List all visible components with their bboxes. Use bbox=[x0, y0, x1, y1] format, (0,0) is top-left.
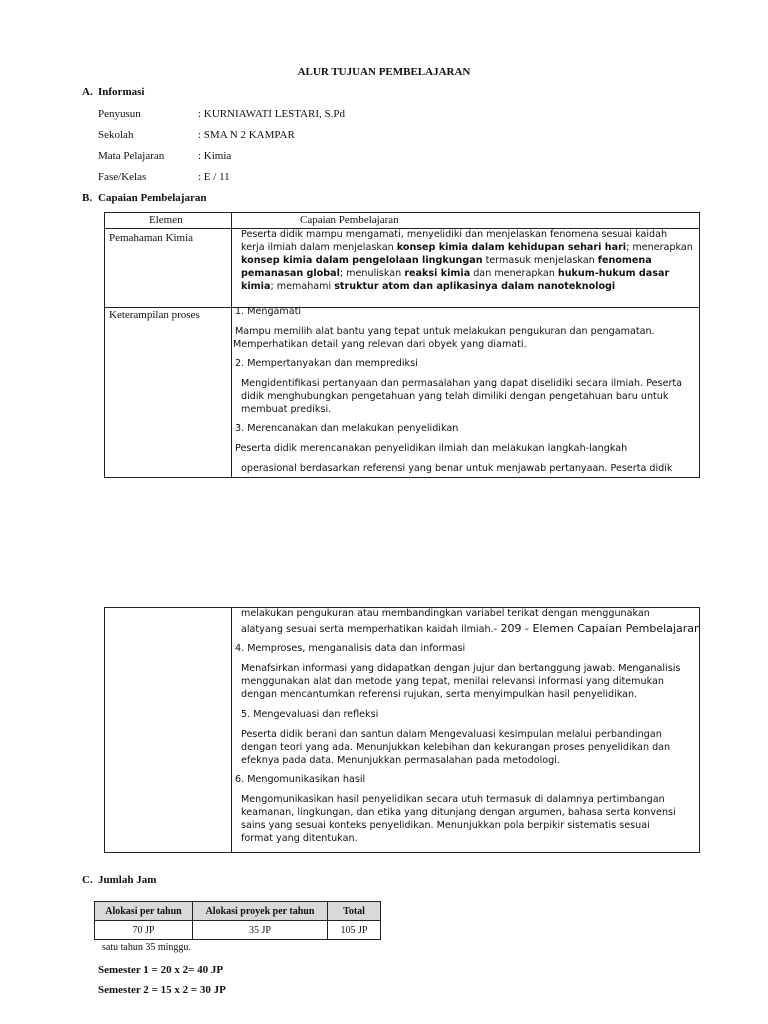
jumlah-jam-table bbox=[94, 901, 381, 940]
elemen-pemahaman-kimia: Pemahaman Kimia bbox=[109, 232, 194, 244]
capaian-pemahaman-line: kerja ilmiah dalam menjelaskan konsep kimia dalam kehidupan sehari hari; menerapkan bbox=[241, 242, 693, 253]
row-divider bbox=[105, 307, 699, 308]
item-line: Peserta didik berani dan santun dalam Mengevaluasi kesimpulan melalui perbandingan bbox=[241, 729, 662, 740]
section-b-letter: B. bbox=[82, 192, 93, 204]
item-title: 4. Memproses, menganalisis data dan informasi bbox=[235, 643, 466, 654]
column-divider bbox=[231, 213, 232, 477]
item-line: membuat prediksi. bbox=[241, 404, 332, 415]
note-text: satu tahun 35 minggu. bbox=[102, 942, 191, 953]
semester-2: Semester 2 = 15 x 2 = 30 JP bbox=[98, 984, 226, 996]
item-line: Menafsirkan informasi yang didapatkan dengan jujur dan bertanggung jawab. Menganalisis bbox=[241, 663, 681, 674]
capaian-pemahaman-line: Peserta didik mampu mengamati, menyelidiki dan menjelaskan fenomena sesuai kaidah bbox=[241, 229, 668, 240]
section-a-letter: A. bbox=[82, 86, 93, 98]
header-capaian: Capaian Pembelajaran bbox=[300, 214, 399, 226]
capaian-pemahaman-line: pemanasan global; menuliskan reaksi kimia dan menerapkan hukum-hukum dasar bbox=[241, 268, 670, 279]
header-alokasi-proyek: Alokasi proyek per tahun bbox=[193, 902, 328, 921]
item-line: didik menghubungkan pengetahuan yang telah dimiliki dengan pengetahuan baru untuk bbox=[241, 391, 669, 402]
cp-table-continued bbox=[104, 607, 700, 853]
item-line: keamanan, lingkungan, dan etika yang ditunjang dengan argumen, bahasa serta konvensi bbox=[241, 807, 676, 818]
info-value: : Kimia bbox=[198, 150, 232, 162]
capaian-pemahaman-line: kimia; memahami struktur atom dan aplikasinya dalam nanoteknologi bbox=[241, 281, 616, 292]
info-value: : E / 11 bbox=[198, 171, 230, 183]
header-total: Total bbox=[328, 902, 381, 921]
item-line: dengan mencantumkan referensi rujukan, serta menyimpulkan hasil penyelidikan. bbox=[241, 689, 638, 700]
page-reference: 209 - Elemen Capaian Pembelajaran bbox=[497, 622, 701, 635]
item-line: alatyang sesuai serta memperhatikan kaidah ilmiah.- 209 - Elemen Capaian Pembelajaran bbox=[241, 622, 701, 635]
section-a-heading bbox=[82, 86, 144, 98]
item-title: 1. Mengamati bbox=[235, 306, 302, 317]
item-title: 6. Mengomunikasikan hasil bbox=[235, 774, 366, 785]
info-value: : KURNIAWATI LESTARI, S.Pd bbox=[198, 108, 346, 120]
item-line: sains yang sesuai konteks penyelidikan. Menunjukkan pola berpikir sistematis sesuai bbox=[241, 820, 650, 831]
semester-1: Semester 1 = 20 x 2= 40 JP bbox=[98, 964, 224, 976]
info-label: Sekolah bbox=[98, 129, 134, 141]
section-c-letter: C. bbox=[82, 874, 93, 886]
section-a-title: Informasi bbox=[98, 86, 145, 98]
item-line: dengan teori yang ada. Menunjukkan kelebihan dan kekurangan proses penyelidikan dan bbox=[241, 742, 671, 753]
item-line: melakukan pengukuran atau membandingkan variabel terikat dengan menggunakan bbox=[241, 608, 650, 619]
header-elemen: Elemen bbox=[149, 214, 183, 226]
info-value: : SMA N 2 KAMPAR bbox=[198, 129, 295, 141]
item-title: 3. Merencanakan dan melakukan penyelidikan bbox=[235, 423, 459, 434]
capaian-pemahaman-line: konsep kimia dalam pengelolaan lingkungan termasuk menjelaskan fenomena bbox=[241, 255, 652, 266]
item-line: Memperhatikan detail yang relevan dari obyek yang diamati. bbox=[233, 339, 527, 350]
item-line: format yang ditentukan. bbox=[241, 833, 358, 844]
column-divider bbox=[231, 608, 232, 852]
item-title: 5. Mengevaluasi dan refleksi bbox=[241, 709, 379, 720]
item-line: menggunakan alat dan metode yang tepat, menilai relevansi informasi yang ditemukan bbox=[241, 676, 664, 687]
section-b-heading bbox=[82, 192, 206, 204]
item-line: Mengomunikasikan hasil penyelidikan secara utuh termasuk di dalamnya pertimbangan bbox=[241, 794, 665, 805]
info-label: Penyusun bbox=[98, 108, 141, 120]
info-label: Mata Pelajaran bbox=[98, 150, 165, 162]
section-c-title: Jumlah Jam bbox=[98, 874, 157, 886]
cell-total: 105 JP bbox=[328, 921, 381, 940]
document-title: ALUR TUJUAN PEMBELAJARAN bbox=[297, 66, 471, 78]
table-header-row bbox=[95, 902, 381, 921]
item-title: 2. Mempertanyakan dan memprediksi bbox=[235, 358, 418, 369]
item-line: Mengidentifikasi pertanyaan dan permasalahan yang dapat diselidiki secara ilmiah. Peserta bbox=[241, 378, 683, 389]
item-line: efeknya pada data. Menunjukkan permasalahan pada metodologi. bbox=[241, 755, 560, 766]
cell-alokasi-per-tahun: 70 JP bbox=[95, 921, 193, 940]
cell-alokasi-proyek: 35 JP bbox=[193, 921, 328, 940]
elemen-keterampilan-proses: Keterampilan proses bbox=[109, 309, 200, 321]
item-line: Mampu memilih alat bantu yang tepat untuk melakukan pengukuran dan pengamatan. bbox=[235, 326, 655, 337]
section-c-heading bbox=[82, 874, 156, 886]
cp-table bbox=[104, 212, 700, 478]
header-alokasi-per-tahun: Alokasi per tahun bbox=[95, 902, 193, 921]
item-line: Peserta didik merencanakan penyelidikan ilmiah dan melakukan langkah-langkah bbox=[235, 443, 628, 454]
table-row bbox=[95, 921, 381, 940]
item-line: operasional berdasarkan referensi yang benar untuk menjawab pertanyaan. Peserta didik bbox=[241, 463, 673, 474]
info-label: Fase/Kelas bbox=[98, 171, 147, 183]
section-b-title: Capaian Pembelajaran bbox=[98, 192, 207, 204]
